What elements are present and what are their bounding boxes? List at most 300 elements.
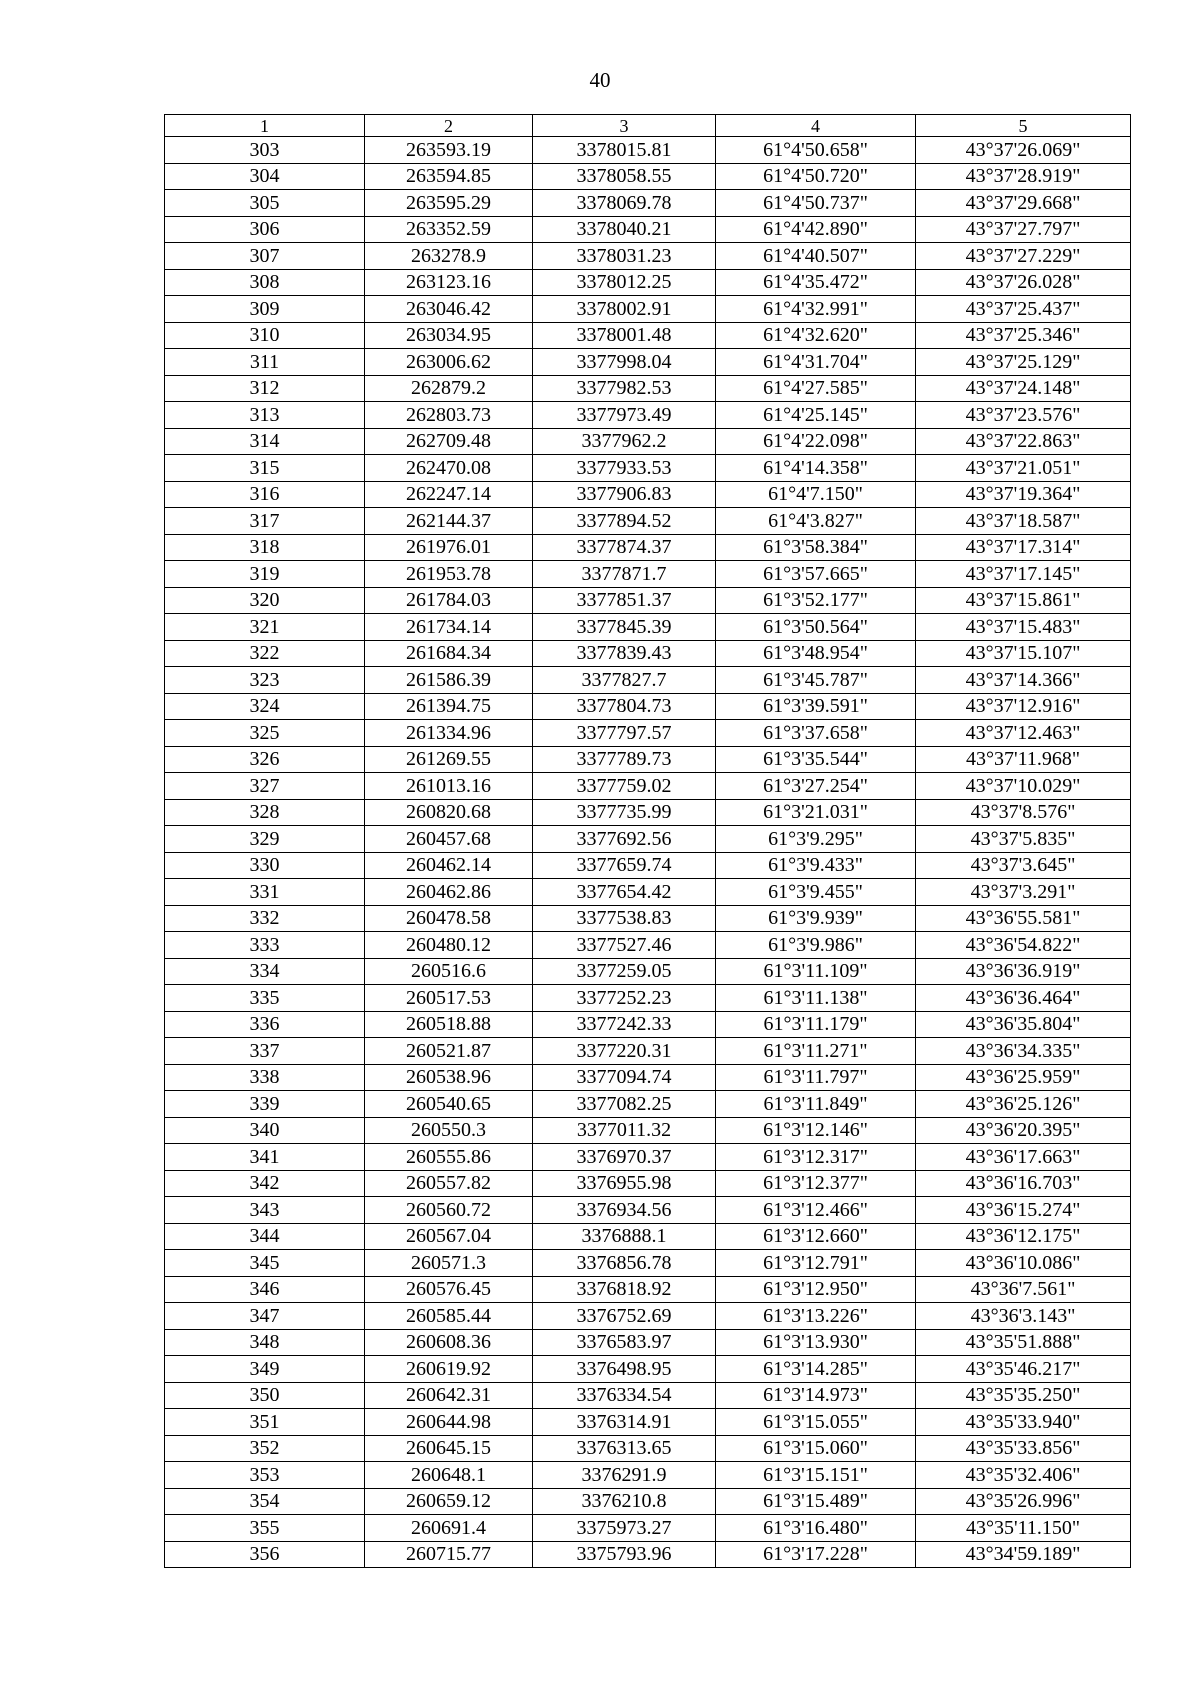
point-number-cell: 331 [165, 879, 365, 906]
longitude-cell: 61°3'52.177" [716, 587, 916, 614]
point-number-cell: 307 [165, 243, 365, 270]
point-number-cell: 347 [165, 1303, 365, 1330]
y-coordinate-cell: 3376291.9 [533, 1462, 716, 1489]
longitude-cell: 61°3'12.791" [716, 1250, 916, 1277]
longitude-cell: 61°4'32.991" [716, 296, 916, 323]
longitude-cell: 61°4'32.620" [716, 322, 916, 349]
y-coordinate-cell: 3377527.46 [533, 932, 716, 959]
latitude-cell: 43°37'17.314" [916, 534, 1131, 561]
longitude-cell: 61°3'12.377" [716, 1170, 916, 1197]
x-coordinate-cell: 262879.2 [365, 375, 533, 402]
table-row [165, 1197, 1131, 1224]
point-number-cell: 321 [165, 614, 365, 641]
x-coordinate-cell: 260550.3 [365, 1117, 533, 1144]
x-coordinate-cell: 261953.78 [365, 561, 533, 588]
longitude-cell: 61°3'11.271" [716, 1038, 916, 1065]
point-number-cell: 309 [165, 296, 365, 323]
latitude-cell: 43°37'24.148" [916, 375, 1131, 402]
x-coordinate-cell: 260557.82 [365, 1170, 533, 1197]
table-row [165, 932, 1131, 959]
longitude-cell: 61°3'11.849" [716, 1091, 916, 1118]
latitude-cell: 43°37'14.366" [916, 667, 1131, 694]
y-coordinate-cell: 3376498.95 [533, 1356, 716, 1383]
table-row [165, 322, 1131, 349]
table-row [165, 375, 1131, 402]
x-coordinate-cell: 261734.14 [365, 614, 533, 641]
table-row [165, 720, 1131, 747]
y-coordinate-cell: 3377659.74 [533, 852, 716, 879]
point-number-cell: 339 [165, 1091, 365, 1118]
point-number-cell: 310 [165, 322, 365, 349]
x-coordinate-cell: 261684.34 [365, 640, 533, 667]
point-number-cell: 316 [165, 481, 365, 508]
y-coordinate-cell: 3377242.33 [533, 1011, 716, 1038]
y-coordinate-cell: 3378069.78 [533, 190, 716, 217]
longitude-cell: 61°3'12.950" [716, 1276, 916, 1303]
latitude-cell: 43°36'36.919" [916, 958, 1131, 985]
latitude-cell: 43°36'54.822" [916, 932, 1131, 959]
point-number-cell: 304 [165, 163, 365, 190]
x-coordinate-cell: 260648.1 [365, 1462, 533, 1489]
point-number-cell: 313 [165, 402, 365, 429]
x-coordinate-cell: 261394.75 [365, 693, 533, 720]
x-coordinate-cell: 260644.98 [365, 1409, 533, 1436]
y-coordinate-cell: 3377692.56 [533, 826, 716, 853]
point-number-cell: 350 [165, 1382, 365, 1409]
longitude-cell: 61°4'50.720" [716, 163, 916, 190]
table-row [165, 481, 1131, 508]
longitude-cell: 61°3'11.138" [716, 985, 916, 1012]
longitude-cell: 61°4'40.507" [716, 243, 916, 270]
x-coordinate-cell: 261013.16 [365, 773, 533, 800]
table-row [165, 852, 1131, 879]
y-coordinate-cell: 3377871.7 [533, 561, 716, 588]
latitude-cell: 43°36'36.464" [916, 985, 1131, 1012]
longitude-cell: 61°3'14.973" [716, 1382, 916, 1409]
latitude-cell: 43°36'7.561" [916, 1276, 1131, 1303]
y-coordinate-cell: 3377735.99 [533, 799, 716, 826]
point-number-cell: 351 [165, 1409, 365, 1436]
x-coordinate-cell: 262803.73 [365, 402, 533, 429]
point-number-cell: 318 [165, 534, 365, 561]
x-coordinate-cell: 262247.14 [365, 481, 533, 508]
x-coordinate-cell: 260820.68 [365, 799, 533, 826]
table-row [165, 1117, 1131, 1144]
longitude-cell: 61°4'14.358" [716, 455, 916, 482]
table-row [165, 402, 1131, 429]
y-coordinate-cell: 3377759.02 [533, 773, 716, 800]
table-header [165, 115, 1131, 137]
longitude-cell: 61°3'11.797" [716, 1064, 916, 1091]
longitude-cell: 61°3'14.285" [716, 1356, 916, 1383]
longitude-cell: 61°3'15.060" [716, 1435, 916, 1462]
longitude-cell: 61°3'9.433" [716, 852, 916, 879]
column-header-4: 4 [716, 115, 916, 137]
point-number-cell: 330 [165, 852, 365, 879]
latitude-cell: 43°35'51.888" [916, 1329, 1131, 1356]
latitude-cell: 43°36'17.663" [916, 1144, 1131, 1171]
longitude-cell: 61°4'50.658" [716, 137, 916, 164]
point-number-cell: 324 [165, 693, 365, 720]
table-row [165, 163, 1131, 190]
longitude-cell: 61°3'58.384" [716, 534, 916, 561]
longitude-cell: 61°3'12.660" [716, 1223, 916, 1250]
table-body [165, 137, 1131, 1568]
latitude-cell: 43°37'25.437" [916, 296, 1131, 323]
longitude-cell: 61°4'31.704" [716, 349, 916, 376]
x-coordinate-cell: 260585.44 [365, 1303, 533, 1330]
table-row [165, 1356, 1131, 1383]
longitude-cell: 61°3'9.455" [716, 879, 916, 906]
x-coordinate-cell: 261976.01 [365, 534, 533, 561]
latitude-cell: 43°36'25.959" [916, 1064, 1131, 1091]
table-row [165, 1329, 1131, 1356]
latitude-cell: 43°37'3.645" [916, 852, 1131, 879]
point-number-cell: 341 [165, 1144, 365, 1171]
longitude-cell: 61°3'12.466" [716, 1197, 916, 1224]
table-row [165, 879, 1131, 906]
point-number-cell: 355 [165, 1515, 365, 1542]
y-coordinate-cell: 3376313.65 [533, 1435, 716, 1462]
y-coordinate-cell: 3377998.04 [533, 349, 716, 376]
latitude-cell: 43°37'21.051" [916, 455, 1131, 482]
x-coordinate-cell: 260576.45 [365, 1276, 533, 1303]
column-header-1: 1 [165, 115, 365, 137]
latitude-cell: 43°34'59.189" [916, 1541, 1131, 1568]
latitude-cell: 43°35'26.996" [916, 1488, 1131, 1515]
y-coordinate-cell: 3377797.57 [533, 720, 716, 747]
x-coordinate-cell: 261269.55 [365, 746, 533, 773]
latitude-cell: 43°37'19.364" [916, 481, 1131, 508]
point-number-cell: 336 [165, 1011, 365, 1038]
y-coordinate-cell: 3377654.42 [533, 879, 716, 906]
longitude-cell: 61°3'48.954" [716, 640, 916, 667]
x-coordinate-cell: 260608.36 [365, 1329, 533, 1356]
table-row [165, 1170, 1131, 1197]
table-row [165, 1011, 1131, 1038]
y-coordinate-cell: 3378012.25 [533, 269, 716, 296]
x-coordinate-cell: 260462.14 [365, 852, 533, 879]
y-coordinate-cell: 3376888.1 [533, 1223, 716, 1250]
point-number-cell: 353 [165, 1462, 365, 1489]
column-header-5: 5 [916, 115, 1131, 137]
page-number: 40 [589, 68, 611, 92]
table-row [165, 958, 1131, 985]
point-number-cell: 325 [165, 720, 365, 747]
y-coordinate-cell: 3376934.56 [533, 1197, 716, 1224]
point-number-cell: 308 [165, 269, 365, 296]
table-row [165, 296, 1131, 323]
point-number-cell: 354 [165, 1488, 365, 1515]
table-row [165, 1276, 1131, 1303]
point-number-cell: 338 [165, 1064, 365, 1091]
table-row [165, 1435, 1131, 1462]
longitude-cell: 61°4'7.150" [716, 481, 916, 508]
latitude-cell: 43°36'16.703" [916, 1170, 1131, 1197]
y-coordinate-cell: 3377094.74 [533, 1064, 716, 1091]
y-coordinate-cell: 3378002.91 [533, 296, 716, 323]
point-number-cell: 305 [165, 190, 365, 217]
latitude-cell: 43°35'33.856" [916, 1435, 1131, 1462]
y-coordinate-cell: 3376210.8 [533, 1488, 716, 1515]
x-coordinate-cell: 260521.87 [365, 1038, 533, 1065]
table-row [165, 1488, 1131, 1515]
point-number-cell: 314 [165, 428, 365, 455]
point-number-cell: 346 [165, 1276, 365, 1303]
longitude-cell: 61°4'42.890" [716, 216, 916, 243]
latitude-cell: 43°37'3.291" [916, 879, 1131, 906]
x-coordinate-cell: 260518.88 [365, 1011, 533, 1038]
y-coordinate-cell: 3378015.81 [533, 137, 716, 164]
point-number-cell: 327 [165, 773, 365, 800]
x-coordinate-cell: 263123.16 [365, 269, 533, 296]
table-row [165, 1038, 1131, 1065]
table-row [165, 1382, 1131, 1409]
latitude-cell: 43°37'22.863" [916, 428, 1131, 455]
point-number-cell: 326 [165, 746, 365, 773]
y-coordinate-cell: 3377851.37 [533, 587, 716, 614]
y-coordinate-cell: 3378040.21 [533, 216, 716, 243]
table-row [165, 773, 1131, 800]
x-coordinate-cell: 263593.19 [365, 137, 533, 164]
latitude-cell: 43°37'26.069" [916, 137, 1131, 164]
table-row [165, 269, 1131, 296]
latitude-cell: 43°37'12.916" [916, 693, 1131, 720]
table-row [165, 428, 1131, 455]
point-number-cell: 320 [165, 587, 365, 614]
y-coordinate-cell: 3376970.37 [533, 1144, 716, 1171]
column-header-3: 3 [533, 115, 716, 137]
longitude-cell: 61°3'17.228" [716, 1541, 916, 1568]
longitude-cell: 61°3'35.544" [716, 746, 916, 773]
point-number-cell: 343 [165, 1197, 365, 1224]
latitude-cell: 43°37'23.576" [916, 402, 1131, 429]
y-coordinate-cell: 3377874.37 [533, 534, 716, 561]
latitude-cell: 43°37'11.968" [916, 746, 1131, 773]
x-coordinate-cell: 260619.92 [365, 1356, 533, 1383]
y-coordinate-cell: 3377789.73 [533, 746, 716, 773]
table-row [165, 1250, 1131, 1277]
x-coordinate-cell: 260691.4 [365, 1515, 533, 1542]
point-number-cell: 315 [165, 455, 365, 482]
longitude-cell: 61°3'9.939" [716, 905, 916, 932]
point-number-cell: 328 [165, 799, 365, 826]
point-number-cell: 319 [165, 561, 365, 588]
longitude-cell: 61°3'9.295" [716, 826, 916, 853]
y-coordinate-cell: 3377538.83 [533, 905, 716, 932]
longitude-cell: 61°3'27.254" [716, 773, 916, 800]
latitude-cell: 43°37'25.346" [916, 322, 1131, 349]
longitude-cell: 61°3'50.564" [716, 614, 916, 641]
longitude-cell: 61°4'27.585" [716, 375, 916, 402]
latitude-cell: 43°37'17.145" [916, 561, 1131, 588]
x-coordinate-cell: 261586.39 [365, 667, 533, 694]
table-row [165, 1303, 1131, 1330]
point-number-cell: 333 [165, 932, 365, 959]
x-coordinate-cell: 263278.9 [365, 243, 533, 270]
x-coordinate-cell: 263006.62 [365, 349, 533, 376]
x-coordinate-cell: 260571.3 [365, 1250, 533, 1277]
latitude-cell: 43°37'18.587" [916, 508, 1131, 535]
x-coordinate-cell: 262144.37 [365, 508, 533, 535]
point-number-cell: 312 [165, 375, 365, 402]
table-row [165, 455, 1131, 482]
latitude-cell: 43°37'25.129" [916, 349, 1131, 376]
table-row [165, 243, 1131, 270]
x-coordinate-cell: 260517.53 [365, 985, 533, 1012]
y-coordinate-cell: 3375793.96 [533, 1541, 716, 1568]
longitude-cell: 61°3'21.031" [716, 799, 916, 826]
latitude-cell: 43°36'20.395" [916, 1117, 1131, 1144]
point-number-cell: 349 [165, 1356, 365, 1383]
longitude-cell: 61°4'22.098" [716, 428, 916, 455]
x-coordinate-cell: 260659.12 [365, 1488, 533, 1515]
table-row [165, 640, 1131, 667]
x-coordinate-cell: 261334.96 [365, 720, 533, 747]
x-coordinate-cell: 262470.08 [365, 455, 533, 482]
point-number-cell: 345 [165, 1250, 365, 1277]
x-coordinate-cell: 263034.95 [365, 322, 533, 349]
latitude-cell: 43°35'35.250" [916, 1382, 1131, 1409]
y-coordinate-cell: 3377827.7 [533, 667, 716, 694]
table-row [165, 985, 1131, 1012]
table-row [165, 561, 1131, 588]
point-number-cell: 317 [165, 508, 365, 535]
y-coordinate-cell: 3377973.49 [533, 402, 716, 429]
y-coordinate-cell: 3377259.05 [533, 958, 716, 985]
point-number-cell: 340 [165, 1117, 365, 1144]
x-coordinate-cell: 260538.96 [365, 1064, 533, 1091]
y-coordinate-cell: 3376314.91 [533, 1409, 716, 1436]
point-number-cell: 303 [165, 137, 365, 164]
table-row [165, 190, 1131, 217]
table-row [165, 1541, 1131, 1568]
longitude-cell: 61°3'39.591" [716, 693, 916, 720]
latitude-cell: 43°37'26.028" [916, 269, 1131, 296]
longitude-cell: 61°3'13.930" [716, 1329, 916, 1356]
y-coordinate-cell: 3378058.55 [533, 163, 716, 190]
point-number-cell: 332 [165, 905, 365, 932]
y-coordinate-cell: 3377962.2 [533, 428, 716, 455]
point-number-cell: 311 [165, 349, 365, 376]
table-row [165, 1462, 1131, 1489]
point-number-cell: 306 [165, 216, 365, 243]
latitude-cell: 43°35'33.940" [916, 1409, 1131, 1436]
table-row [165, 508, 1131, 535]
point-number-cell: 322 [165, 640, 365, 667]
longitude-cell: 61°3'37.658" [716, 720, 916, 747]
y-coordinate-cell: 3377894.52 [533, 508, 716, 535]
point-number-cell: 334 [165, 958, 365, 985]
point-number-cell: 335 [165, 985, 365, 1012]
longitude-cell: 61°3'11.109" [716, 958, 916, 985]
table-row [165, 1409, 1131, 1436]
latitude-cell: 43°36'25.126" [916, 1091, 1131, 1118]
latitude-cell: 43°36'12.175" [916, 1223, 1131, 1250]
longitude-cell: 61°3'9.986" [716, 932, 916, 959]
point-number-cell: 342 [165, 1170, 365, 1197]
x-coordinate-cell: 261784.03 [365, 587, 533, 614]
latitude-cell: 43°36'55.581" [916, 905, 1131, 932]
longitude-cell: 61°4'50.737" [716, 190, 916, 217]
table-row [165, 1091, 1131, 1118]
latitude-cell: 43°37'12.463" [916, 720, 1131, 747]
x-coordinate-cell: 262709.48 [365, 428, 533, 455]
x-coordinate-cell: 263046.42 [365, 296, 533, 323]
x-coordinate-cell: 263595.29 [365, 190, 533, 217]
y-coordinate-cell: 3376856.78 [533, 1250, 716, 1277]
latitude-cell: 43°35'11.150" [916, 1515, 1131, 1542]
latitude-cell: 43°37'27.797" [916, 216, 1131, 243]
table-row [165, 1064, 1131, 1091]
longitude-cell: 61°3'15.151" [716, 1462, 916, 1489]
y-coordinate-cell: 3377011.32 [533, 1117, 716, 1144]
longitude-cell: 61°3'15.055" [716, 1409, 916, 1436]
longitude-cell: 61°3'45.787" [716, 667, 916, 694]
x-coordinate-cell: 260480.12 [365, 932, 533, 959]
table-row [165, 534, 1131, 561]
x-coordinate-cell: 260457.68 [365, 826, 533, 853]
longitude-cell: 61°4'25.145" [716, 402, 916, 429]
column-header-2: 2 [365, 115, 533, 137]
point-number-cell: 344 [165, 1223, 365, 1250]
table-row [165, 587, 1131, 614]
table-row [165, 826, 1131, 853]
longitude-cell: 61°3'57.665" [716, 561, 916, 588]
longitude-cell: 61°3'16.480" [716, 1515, 916, 1542]
x-coordinate-cell: 260645.15 [365, 1435, 533, 1462]
longitude-cell: 61°3'11.179" [716, 1011, 916, 1038]
x-coordinate-cell: 260478.58 [365, 905, 533, 932]
x-coordinate-cell: 260642.31 [365, 1382, 533, 1409]
y-coordinate-cell: 3377845.39 [533, 614, 716, 641]
x-coordinate-cell: 260715.77 [365, 1541, 533, 1568]
table-row [165, 693, 1131, 720]
latitude-cell: 43°36'10.086" [916, 1250, 1131, 1277]
point-number-cell: 356 [165, 1541, 365, 1568]
latitude-cell: 43°37'15.861" [916, 587, 1131, 614]
latitude-cell: 43°36'34.335" [916, 1038, 1131, 1065]
y-coordinate-cell: 3376583.97 [533, 1329, 716, 1356]
table-row [165, 349, 1131, 376]
latitude-cell: 43°36'3.143" [916, 1303, 1131, 1330]
x-coordinate-cell: 260516.6 [365, 958, 533, 985]
table-row [165, 216, 1131, 243]
y-coordinate-cell: 3376752.69 [533, 1303, 716, 1330]
x-coordinate-cell: 260462.86 [365, 879, 533, 906]
latitude-cell: 43°36'15.274" [916, 1197, 1131, 1224]
latitude-cell: 43°37'27.229" [916, 243, 1131, 270]
table-row [165, 614, 1131, 641]
y-coordinate-cell: 3377252.23 [533, 985, 716, 1012]
table-row [165, 1515, 1131, 1542]
longitude-cell: 61°3'12.146" [716, 1117, 916, 1144]
x-coordinate-cell: 260560.72 [365, 1197, 533, 1224]
x-coordinate-cell: 260567.04 [365, 1223, 533, 1250]
x-coordinate-cell: 260540.65 [365, 1091, 533, 1118]
table-row [165, 667, 1131, 694]
y-coordinate-cell: 3376955.98 [533, 1170, 716, 1197]
header-row [165, 115, 1131, 137]
longitude-cell: 61°3'12.317" [716, 1144, 916, 1171]
y-coordinate-cell: 3375973.27 [533, 1515, 716, 1542]
y-coordinate-cell: 3377082.25 [533, 1091, 716, 1118]
latitude-cell: 43°37'10.029" [916, 773, 1131, 800]
x-coordinate-cell: 263594.85 [365, 163, 533, 190]
y-coordinate-cell: 3377839.43 [533, 640, 716, 667]
latitude-cell: 43°36'35.804" [916, 1011, 1131, 1038]
longitude-cell: 61°3'13.226" [716, 1303, 916, 1330]
